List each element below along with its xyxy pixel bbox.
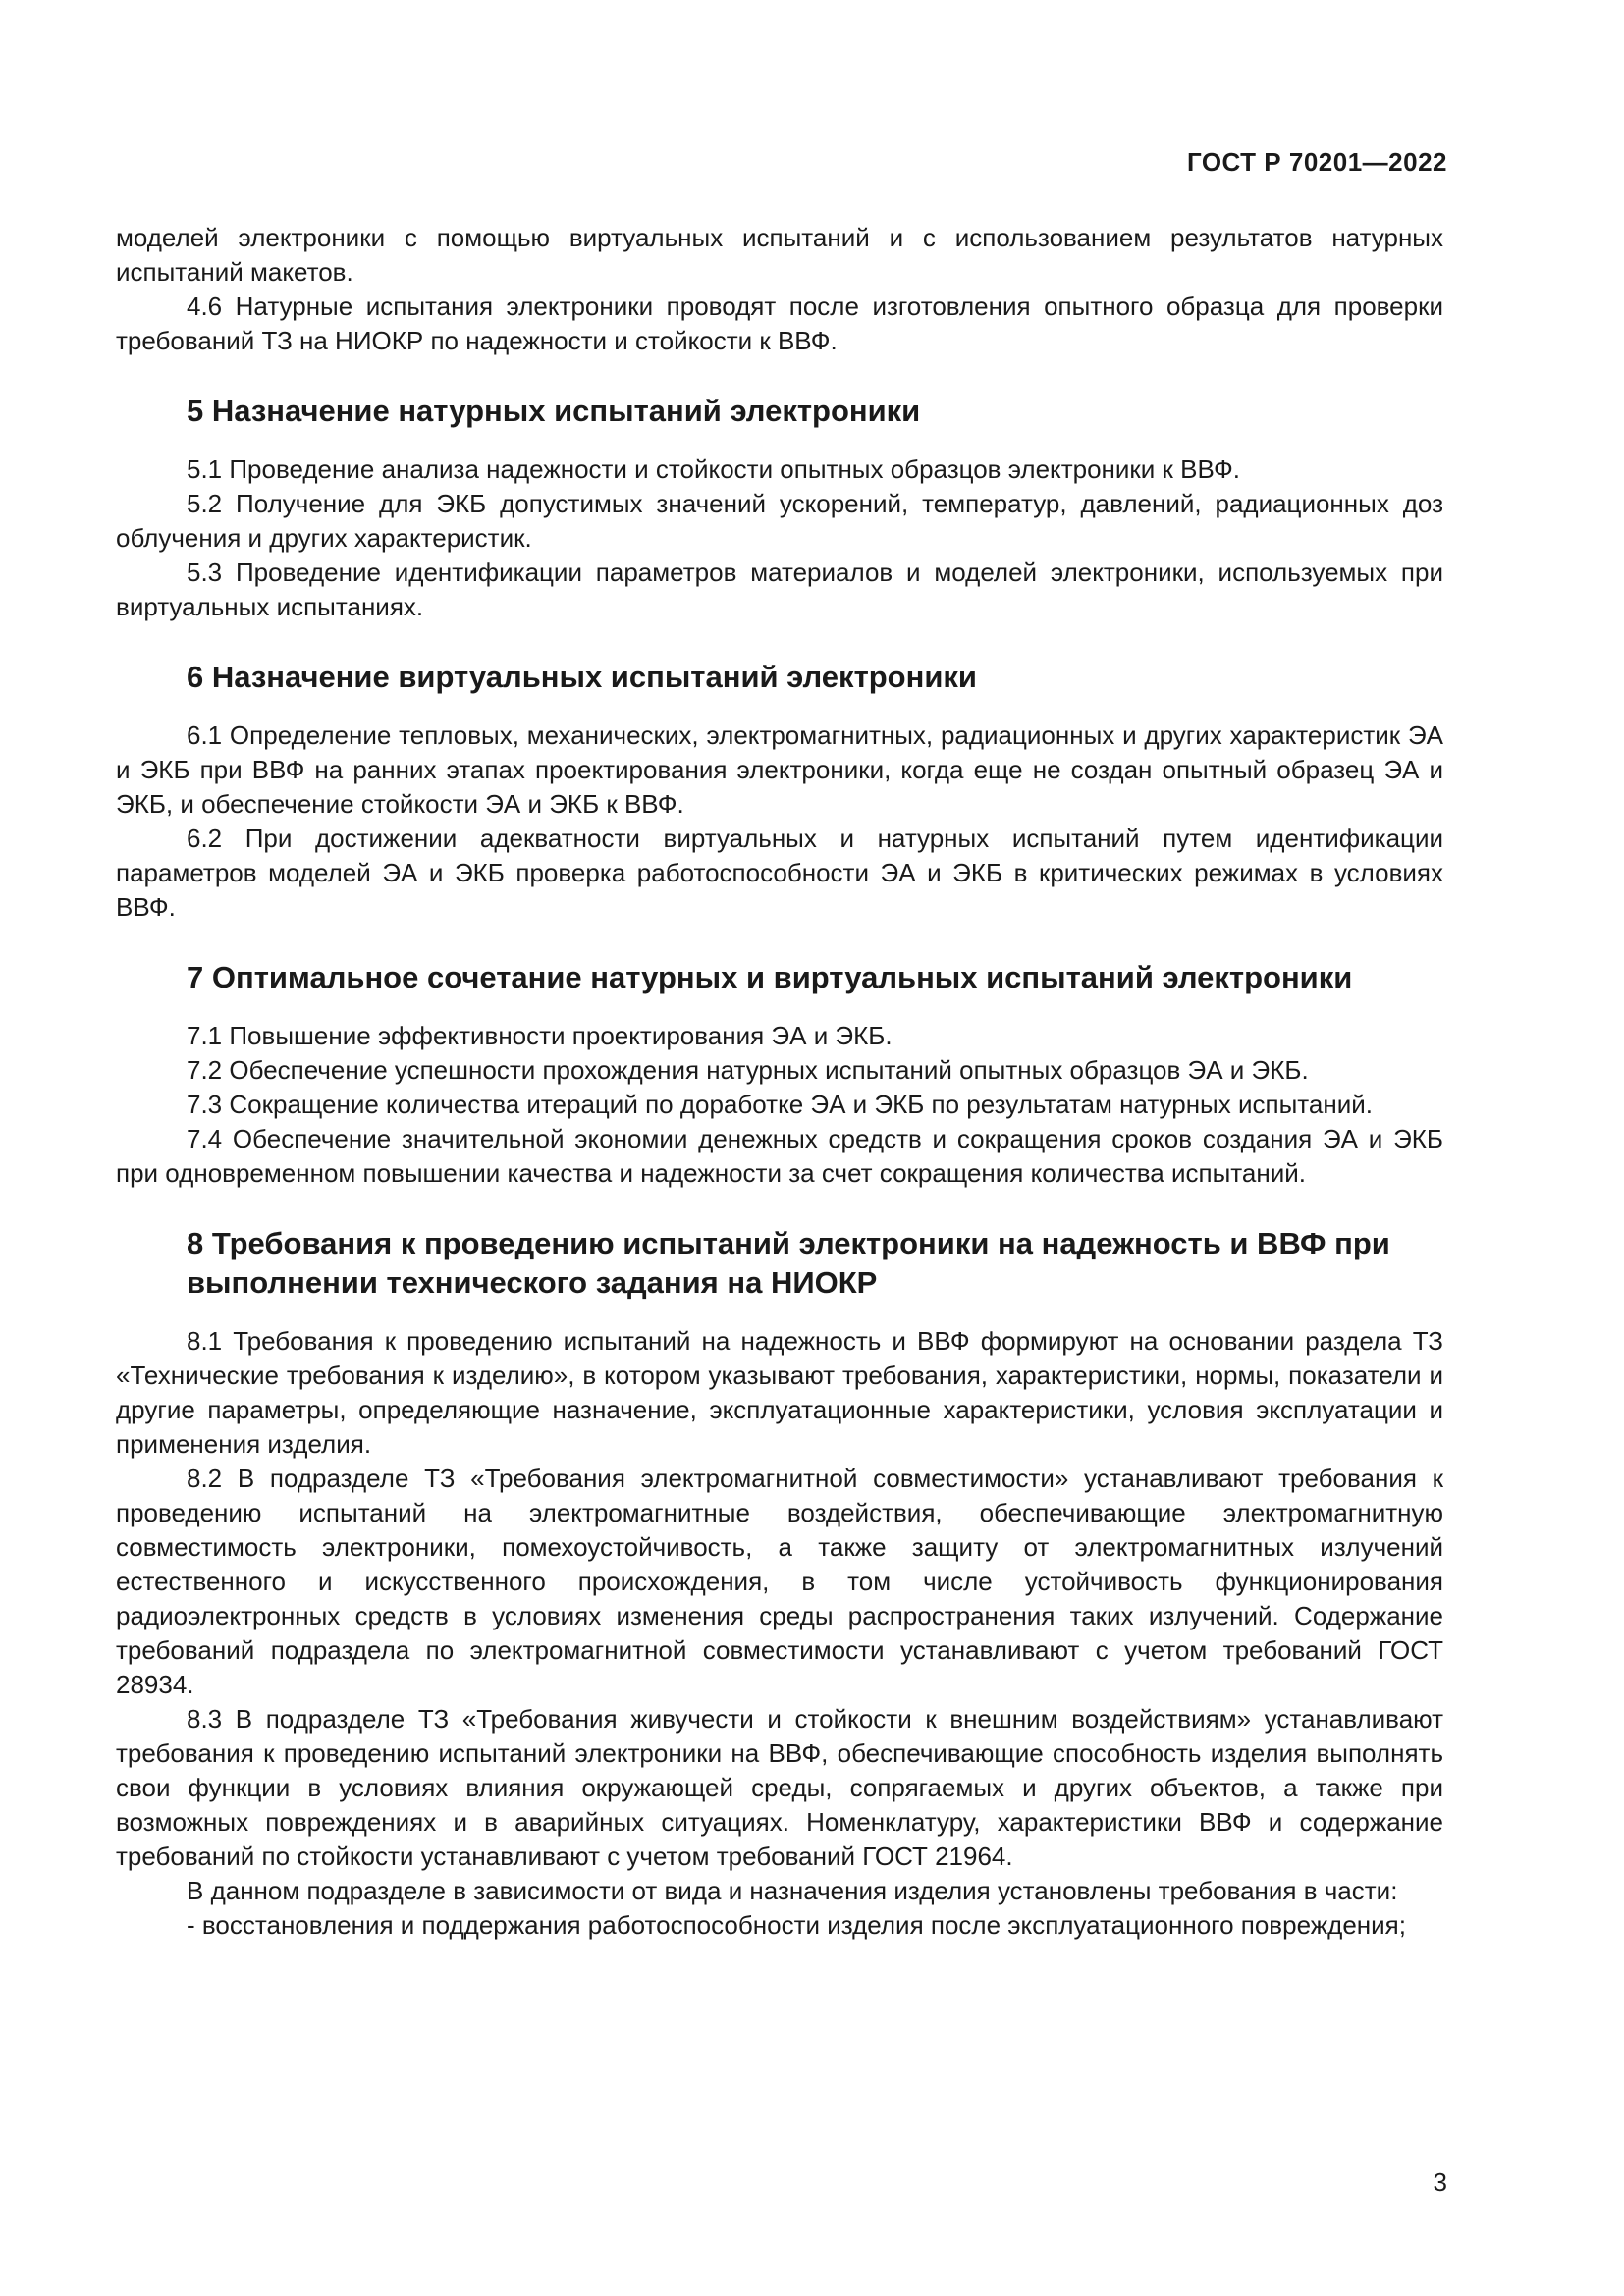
section-spacer <box>116 431 1443 453</box>
document-code-header: ГОСТ Р 70201—2022 <box>1186 147 1447 177</box>
body-paragraph: В данном подразделе в зависимости от вида и назначения изделия установлены требования в части: <box>187 1876 1398 1905</box>
section-spacer <box>116 358 1443 392</box>
section-spacer <box>116 997 1443 1019</box>
body-paragraph: 7.3 Сокращение количества итераций по доработке ЭА и ЭКБ по результатам натурных испытаний. <box>187 1090 1373 1119</box>
body-paragraph: 5.1 Проведение анализа надежности и стойкости опытных образцов электроники к ВВФ. <box>187 454 1240 484</box>
body-paragraph: 8.1 Требования к проведению испытаний на надежность и ВВФ формируют на основании раздела ТЗ «Технические требования к изделию», в котором указывают требования, характеристики, нормы, показатели и другие параметры, определяющие назначение, эксплуатационные характеристики, условия эксплуатации и применения изделия. <box>116 1326 1443 1459</box>
section-spacer <box>116 1303 1443 1324</box>
section-spacer <box>116 1191 1443 1224</box>
body-paragraph: 8.2 В подразделе ТЗ «Требования электромагнитной совместимости» устанавливают требования к проведению испытаний на электромагнитные воздействия, обеспечивающие электромагнитную совместимость электроники, помехоустойчивость, а также защиту от электромагнитных излучений естественного и искусственного происхождения, в том числе устойчивость функционирования радиоэлектронных средств в условиях изменения среды распространения таких излучений. Содержание требований подраздела по электромагнитной совместимости устанавливают с учетом требований ГОСТ 28934. <box>116 1464 1443 1699</box>
body-paragraph: - восстановления и поддержания работоспособности изделия после эксплуатационного повреждения; <box>187 1910 1406 1940</box>
section-heading: 8 Требования к проведению испытаний электроники на надежность и ВВФ при выполнении технического задания на НИОКР <box>187 1226 1390 1300</box>
body-paragraph: 7.2 Обеспечение успешности прохождения натурных испытаний опытных образцов ЭА и ЭКБ. <box>187 1055 1309 1085</box>
section-heading: 7 Оптимальное сочетание натурных и виртуальных испытаний электроники <box>187 960 1353 994</box>
body-paragraph: 7.1 Повышение эффективности проектирования ЭА и ЭКБ. <box>187 1021 893 1050</box>
section-spacer <box>116 697 1443 719</box>
section-heading: 5 Назначение натурных испытаний электроники <box>187 394 921 428</box>
page-number: 3 <box>1433 2167 1447 2197</box>
body-paragraph: 5.3 Проведение идентификации параметров материалов и моделей электроники, используемых при виртуальных испытаниях. <box>116 558 1443 621</box>
body-paragraph: 7.4 Обеспечение значительной экономии денежных средств и сокращения сроков создания ЭА и ЭКБ при одновременном повышении качества и надежности за счет сокращения количества испытаний. <box>116 1124 1443 1188</box>
body-paragraph: 6.2 При достижении адекватности виртуальных и натурных испытаний путем идентификации параметров моделей ЭА и ЭКБ проверка работоспособности ЭА и ЭКБ в критических режимах в условиях ВВФ. <box>116 824 1443 922</box>
body-paragraph: 4.6 Натурные испытания электроники проводят после изготовления опытного образца для проверки требований ТЗ на НИОКР по надежности и стойкости к ВВФ. <box>116 292 1443 355</box>
body-paragraph: 5.2 Получение для ЭКБ допустимых значений ускорений, температур, давлений, радиационных доз облучения и других характеристик. <box>116 489 1443 553</box>
section-heading: 6 Назначение виртуальных испытаний электроники <box>187 660 977 694</box>
section-spacer <box>116 624 1443 658</box>
body-paragraph: 6.1 Определение тепловых, механических, электромагнитных, радиационных и других характеристик ЭА и ЭКБ при ВВФ на ранних этапах проектирования электроники, когда еще не создан опытный образец ЭА и ЭКБ, и обеспечение стойкости ЭА и ЭКБ к ВВФ. <box>116 721 1443 819</box>
body-paragraph: 8.3 В подразделе ТЗ «Требования живучести и стойкости к внешним воздействиям» устанавливают требования к проведению испытаний электроники на ВВФ, обеспечивающие способность изделия выполнять свои функции в условиях влияния окружающей среды, сопрягаемых и других объектов, а также при возможных повреждениях и в аварийных ситуациях. Номенклатуру, характеристики ВВФ и содержание требований по стойкости устанавливают с учетом требований ГОСТ 21964. <box>116 1704 1443 1871</box>
document-body <box>116 221 1443 1943</box>
section-spacer <box>116 925 1443 958</box>
body-paragraph: моделей электроники с помощью виртуальных испытаний и с использованием результатов натурных испытаний макетов. <box>116 223 1443 287</box>
